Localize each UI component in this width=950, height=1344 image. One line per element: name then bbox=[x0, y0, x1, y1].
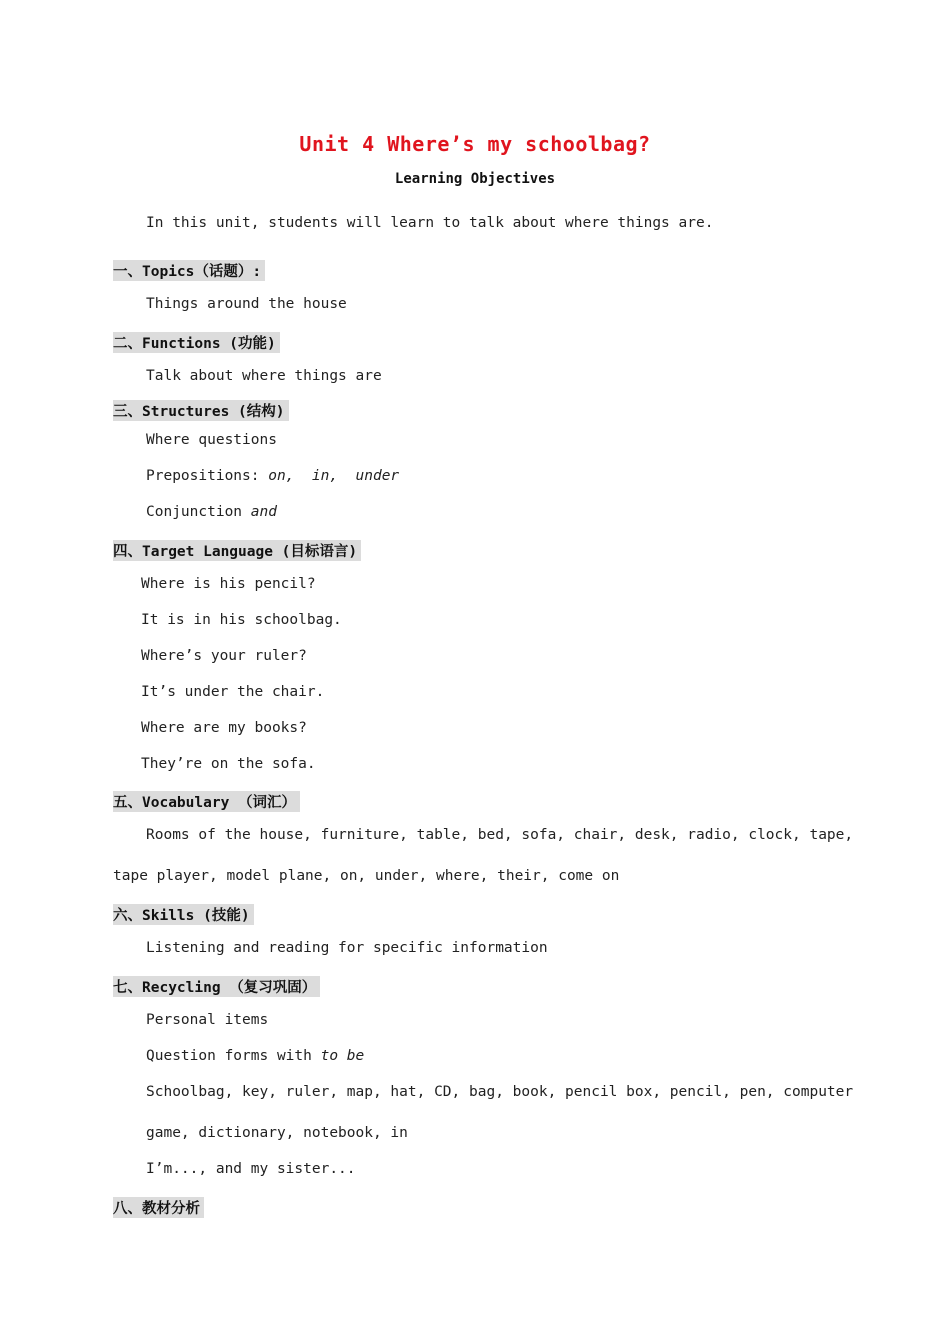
target-language-line: It’s under the chair. bbox=[141, 684, 325, 700]
section-heading-functions: 二、Functions (功能) bbox=[113, 332, 280, 353]
skills-item: Listening and reading for specific information bbox=[146, 940, 548, 956]
target-language-line: It is in his schoolbag. bbox=[141, 612, 342, 628]
section-heading-vocabulary: 五、Vocabulary （词汇） bbox=[113, 791, 300, 812]
vocabulary-line-2: tape player, model plane, on, under, where, their, come on bbox=[113, 868, 620, 884]
recycling-item-question-forms bbox=[146, 1048, 364, 1064]
conjunction-word: and bbox=[250, 504, 277, 520]
recycling-item-sentence: I’m..., and my sister... bbox=[146, 1161, 356, 1177]
intro-text: In this unit, students will learn to talk about where things are. bbox=[146, 215, 714, 231]
question-forms-verb: to be bbox=[320, 1048, 365, 1064]
topics-item: Things around the house bbox=[146, 296, 347, 312]
prepositions-label: Prepositions: bbox=[146, 468, 269, 484]
recycling-item-vocab-line-1: Schoolbag, key, ruler, map, hat, CD, bag, book, pencil box, pencil, pen, computer bbox=[146, 1084, 854, 1100]
section-heading-structures: 三、Structures (结构) bbox=[113, 400, 289, 421]
target-language-line: Where is his pencil? bbox=[141, 576, 316, 592]
section-heading-recycling: 七、Recycling （复习巩固） bbox=[113, 976, 320, 997]
recycling-item-personal-items: Personal items bbox=[146, 1012, 269, 1028]
structures-item-prepositions bbox=[146, 468, 399, 484]
section-heading-analysis: 八、教材分析 bbox=[113, 1197, 204, 1218]
page-title: Unit 4 Where’s my schoolbag? bbox=[299, 132, 651, 156]
target-language-line: They’re on the sofa. bbox=[141, 756, 316, 772]
section-heading-skills: 六、Skills (技能) bbox=[113, 904, 254, 925]
question-forms-label: Question forms with bbox=[146, 1048, 321, 1064]
target-language-line: Where’s your ruler? bbox=[141, 648, 307, 664]
section-heading-topics: 一、Topics（话题）: bbox=[113, 260, 265, 281]
conjunction-label: Conjunction bbox=[146, 504, 251, 520]
recycling-item-vocab-line-2: game, dictionary, notebook, in bbox=[146, 1125, 408, 1141]
functions-item: Talk about where things are bbox=[146, 368, 382, 384]
prepositions-list: on, in, under bbox=[268, 468, 400, 484]
target-language-line: Where are my books? bbox=[141, 720, 307, 736]
page-subtitle: Learning Objectives bbox=[394, 171, 556, 187]
structures-item-where-questions: Where questions bbox=[146, 432, 277, 448]
section-heading-target-language: 四、Target Language (目标语言) bbox=[113, 540, 361, 561]
structures-item-conjunction bbox=[146, 504, 277, 520]
vocabulary-line-1: Rooms of the house, furniture, table, bed, sofa, chair, desk, radio, clock, tape, bbox=[146, 827, 854, 843]
